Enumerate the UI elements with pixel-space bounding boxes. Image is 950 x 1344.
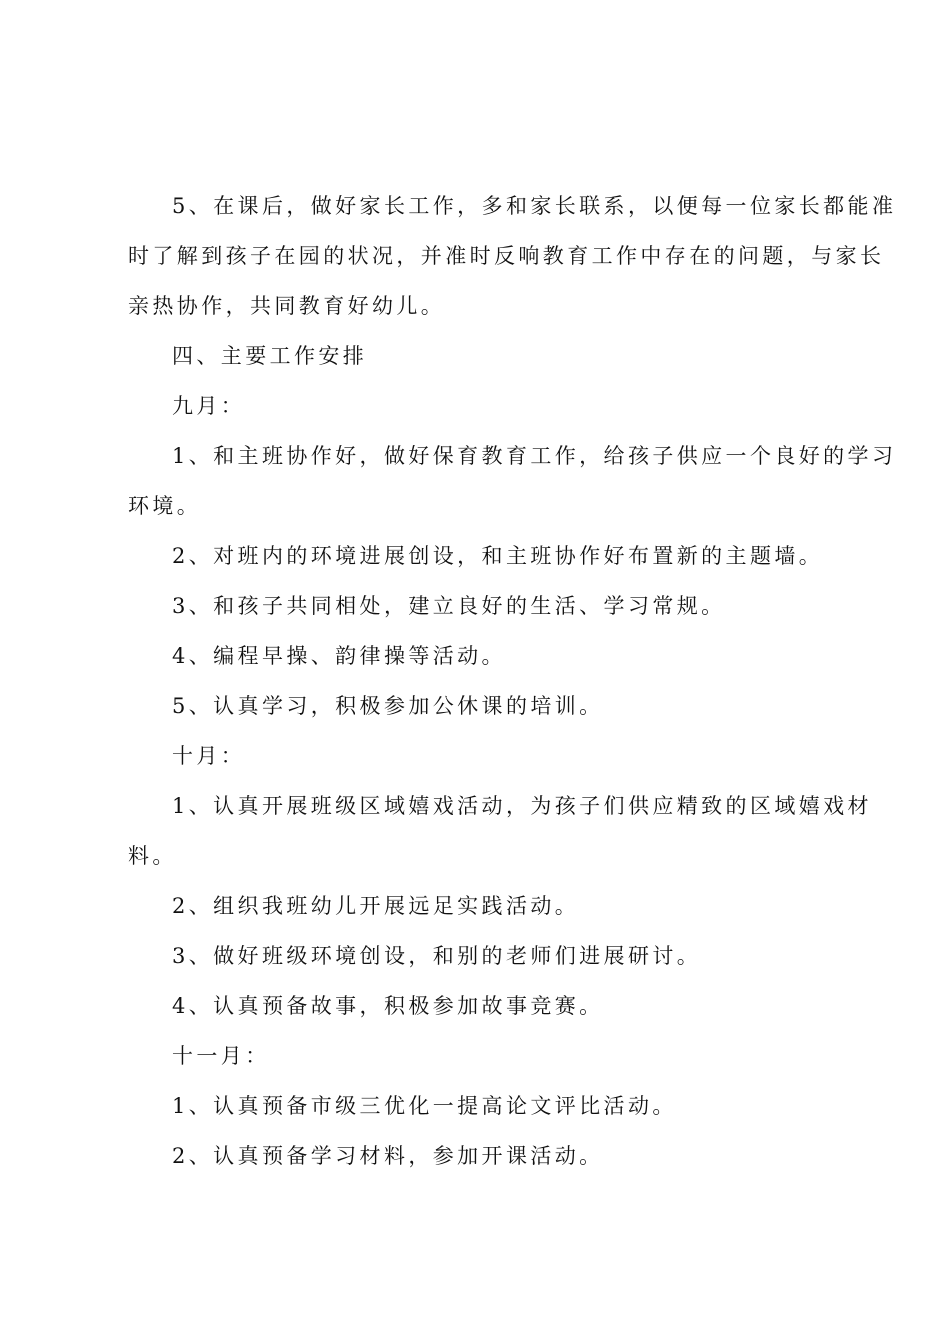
month-heading: 九月： xyxy=(172,394,246,418)
month-heading: 十月： xyxy=(172,744,246,768)
paragraph-line: 3、做好班级环境创设，和别的老师们进展研讨。 xyxy=(172,944,702,968)
paragraph-line: 1、和主班协作好，做好保育教育工作，给孩子供应一个良好的学习 xyxy=(172,444,897,468)
paragraph-line: 4、编程早操、韵律操等活动。 xyxy=(172,644,506,668)
paragraph-line: 4、认真预备故事，积极参加故事竞赛。 xyxy=(172,994,604,1018)
section-heading: 四、主要工作安排 xyxy=(172,344,368,368)
paragraph-line: 环境。 xyxy=(128,494,202,518)
paragraph-line: 2、对班内的环境进展创设，和主班协作好布置新的主题墙。 xyxy=(172,544,824,568)
paragraph-line: 3、和孩子共同相处，建立良好的生活、学习常规。 xyxy=(172,594,726,618)
paragraph-line: 料。 xyxy=(128,844,177,868)
paragraph-line: 1、认真开展班级区域嬉戏活动，为孩子们供应精致的区域嬉戏材 xyxy=(172,794,872,818)
paragraph-line: 2、认真预备学习材料，参加开课活动。 xyxy=(172,1144,604,1168)
month-heading: 十一月： xyxy=(172,1044,270,1068)
paragraph-line: 5、在课后，做好家长工作，多和家长联系，以便每一位家长都能准 xyxy=(172,194,897,218)
paragraph-line: 2、组织我班幼儿开展远足实践活动。 xyxy=(172,894,580,918)
paragraph-line: 亲热协作，共同教育好幼儿。 xyxy=(128,294,446,318)
paragraph-line: 1、认真预备市级三优化一提高论文评比活动。 xyxy=(172,1094,677,1118)
paragraph-line: 时了解到孩子在园的状况，并准时反响教育工作中存在的问题，与家长 xyxy=(128,244,885,268)
paragraph-line: 5、认真学习，积极参加公休课的培训。 xyxy=(172,694,604,718)
